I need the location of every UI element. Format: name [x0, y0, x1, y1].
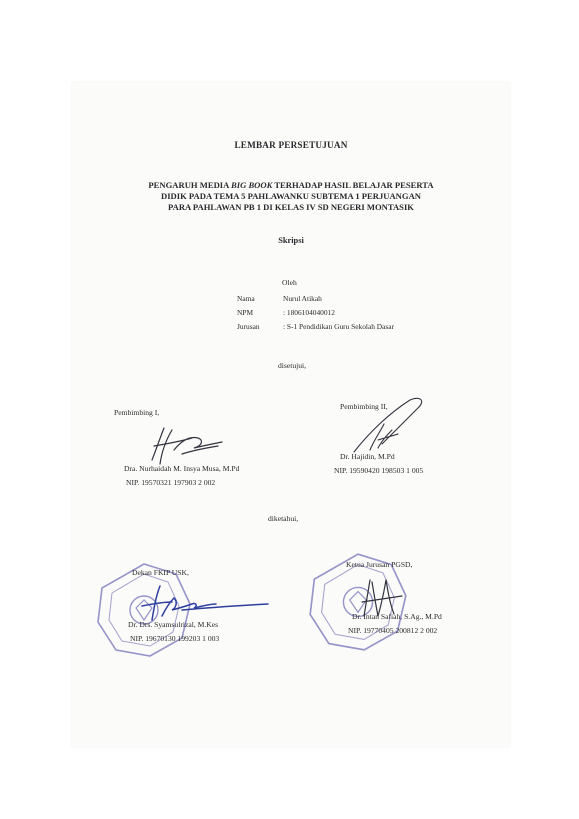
- thesis-title: [72, 180, 510, 213]
- student-npm-row: [237, 308, 467, 320]
- known-label: diketahui,: [268, 514, 299, 523]
- supervisor-1-nip: NIP. 19570321 197903 2 002: [126, 478, 216, 487]
- student-name-value: Nurul Atikah: [283, 294, 322, 303]
- dean-role: Dekan FKIP USK,: [132, 568, 189, 577]
- supervisor-1-name: Dra. Nurhaidah M. Insya Musa, M.Pd: [124, 464, 240, 473]
- document-page: [72, 82, 510, 747]
- department-head-name: Dr. Intan Safiah, S.Ag., M.Pd: [352, 612, 442, 621]
- department-head-nip: NIP. 19770405 200812 2 002: [348, 626, 438, 635]
- student-name-row: [237, 294, 467, 306]
- thesis-title-line-2: DIDIK PADA TEMA 5 PAHLAWANKU SUBTEMA 1 PERJUANGAN: [161, 191, 421, 201]
- student-major-row: [237, 322, 467, 334]
- student-major-value: : S-1 Pendidikan Guru Sekolah Dasar: [283, 322, 395, 331]
- student-major-label: Jurusan: [237, 322, 260, 331]
- thesis-title-line-3: PARA PAHLAWAN PB 1 DI KELAS IV SD NEGERI MONTASIK: [168, 202, 414, 212]
- supervisor-1-role: Pembimbing I,: [114, 408, 160, 417]
- dean-nip: NIP. 19670130 199203 1 003: [130, 634, 220, 643]
- approved-label: disetujui,: [278, 361, 307, 370]
- document-title: LEMBAR PERSETUJUAN: [234, 140, 348, 150]
- dean-name: Dr. Drs. Syamsulrizal, M.Kes: [128, 620, 219, 629]
- supervisor-2-nip: NIP. 19590420 198503 1 005: [334, 466, 424, 475]
- supervisor-1-signature: [142, 420, 232, 468]
- department-head-role: Ketua Jurusan PGSD,: [346, 560, 413, 569]
- student-npm-label: NPM: [237, 308, 254, 317]
- student-npm-value: : 1806104040012: [283, 308, 335, 317]
- supervisor-2-name: Dr. Hajidin, M.Pd: [340, 452, 395, 461]
- supervisor-2-signature: [348, 394, 438, 458]
- thesis-title-emphasis: BIG BOOK: [231, 180, 273, 190]
- supervisor-2-role: Pembimbing II,: [340, 402, 388, 411]
- document-type: Skripsi: [278, 236, 304, 245]
- thesis-title-line-1: PENGARUH MEDIA BIG BOOK TERHADAP HASIL BELAJAR PESERTA: [148, 180, 434, 190]
- by-label: Oleh: [282, 278, 297, 287]
- student-name-label: Nama: [237, 294, 255, 303]
